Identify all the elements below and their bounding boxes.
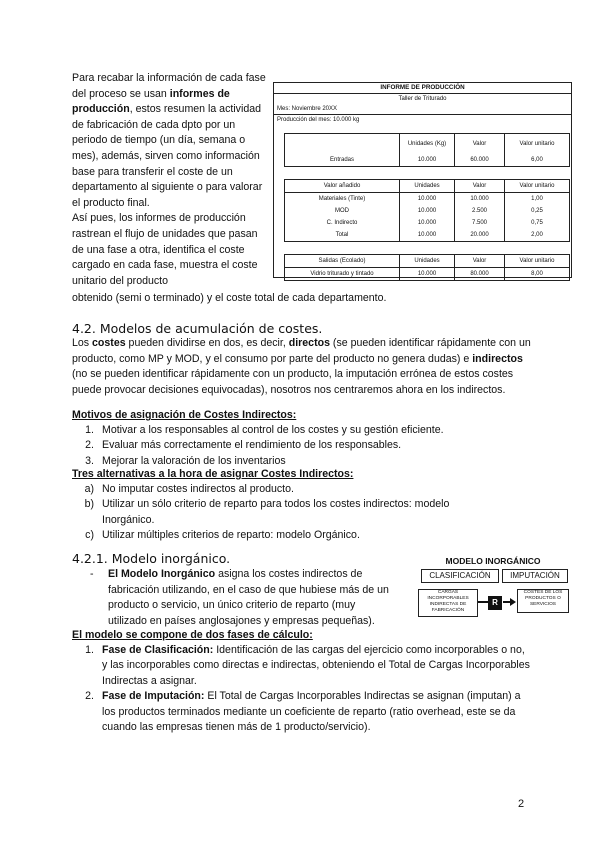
table-cell: 0,75 bbox=[505, 217, 570, 229]
table-cell: C. Indirecto bbox=[285, 217, 400, 229]
table-row bbox=[285, 180, 570, 193]
report-subtitle: Taller de Triturado bbox=[398, 96, 447, 102]
diagram-title: MODELO INORGÁNICO bbox=[445, 556, 541, 566]
list-text-body: Identificación de las cargas del ejercicio como incorporables o no, y las incorporables como directas e indirectas, obteniendo el Total de Cargas Incorporables Indirectas a asignar. bbox=[102, 644, 530, 687]
table-cell: 8,00 bbox=[505, 268, 570, 281]
table-cell: Materiales (Tinte) bbox=[285, 193, 400, 206]
paragraph-text: asigna los costes indirectos de fabricación utilizando, en el caso de que hubiese más de un producto o servicio, un único criterio de reparto (muy utilizado en países anglosajones y empresas pequeñas). bbox=[108, 568, 389, 627]
table-cell: Valor añadido bbox=[285, 180, 400, 193]
table-cell: MOD bbox=[285, 205, 400, 217]
list-text bbox=[102, 689, 532, 735]
list-marker: - bbox=[90, 568, 94, 580]
table-cell: Valor bbox=[455, 255, 505, 268]
table-cell: 6,00 bbox=[505, 154, 570, 167]
list-text: Evaluar más correctamente el rendimiento de los responsables. bbox=[102, 439, 402, 452]
table-cell: Valor unitario bbox=[505, 180, 570, 193]
list-text bbox=[108, 567, 390, 629]
modelo-inorganico-diagram bbox=[418, 556, 568, 628]
section-heading-4-2: 4.2. Modelos de acumulación de costes. bbox=[72, 321, 323, 336]
table-cell: Valor unitario bbox=[505, 255, 570, 268]
table-cell: Valor bbox=[455, 180, 505, 193]
table-cell bbox=[285, 134, 400, 155]
table-cell: Valor bbox=[455, 134, 505, 155]
alternativas-list bbox=[72, 482, 492, 544]
table-cell: Unidades bbox=[400, 255, 455, 268]
table-row bbox=[285, 154, 570, 167]
intro-text: , estos resumen la actividad de fabricación de cada dpto por un periodo de tiempo (un día, semana o mes), además, sirven como información base para transferir el coste de un departamento al siguiente o para valorar el producto final. bbox=[72, 103, 263, 209]
table-cell: Salidas (Ecolado) bbox=[285, 255, 400, 268]
table-row bbox=[285, 268, 570, 281]
table-cell: 10.000 bbox=[400, 154, 455, 167]
arrow-right-icon bbox=[510, 598, 516, 606]
list-item bbox=[72, 438, 542, 453]
alternativas-heading: Tres alternativas a la hora de asignar Costes Indirectos: bbox=[72, 468, 354, 480]
table-cell: Unidades (Kg) bbox=[400, 134, 455, 155]
table-cell: Vidrio triturado y tintado bbox=[285, 268, 400, 281]
motivos-list bbox=[72, 423, 542, 469]
table-cell: Valor unitario bbox=[505, 134, 570, 155]
report-month: Mes: Noviembre 20XX bbox=[274, 104, 571, 115]
table-cell: 1,00 bbox=[505, 193, 570, 206]
paragraph-text: pueden dividirse en dos, es decir, bbox=[125, 337, 289, 349]
list-text: Mejorar la valoración de los inventarios bbox=[102, 454, 286, 467]
list-item bbox=[72, 528, 492, 543]
table-cell: 0,25 bbox=[505, 205, 570, 217]
paragraph-text: (se pueden identificar rápidamente con un producto, como MP y MOD, y el consumo por parte del producto no genera dudas) e bbox=[72, 337, 531, 365]
intro-paragraph bbox=[72, 71, 266, 289]
table-row bbox=[285, 134, 570, 155]
list-item bbox=[72, 689, 532, 735]
table-row bbox=[285, 205, 570, 217]
table-cell: 10.000 bbox=[400, 193, 455, 206]
diagram-imputacion: IMPUTACIÓN bbox=[502, 569, 568, 583]
list-text-body: El Total de Cargas Incorporables Indirectas se asignan (imputan) a los productos terminados mediante un coeficiente de reparto (ratio overhead, este se da cuando las empresas tienen más de 1 producto/servicio). bbox=[102, 690, 521, 734]
table-cell: 80.000 bbox=[455, 268, 505, 281]
motivos-heading: Motivos de asignación de Costes Indirectos: bbox=[72, 409, 297, 421]
table-cell: 2,00 bbox=[505, 229, 570, 242]
intro-bold: informes de producción bbox=[72, 87, 230, 116]
intro-continuation: obtenido (semi o terminado) y el coste total de cada departamento. bbox=[72, 292, 387, 304]
table-row bbox=[285, 229, 570, 242]
diagram-clasificacion: CLASIFICACIÓN bbox=[421, 569, 499, 583]
list-marker: c) bbox=[85, 529, 94, 542]
table-cell: 10.000 bbox=[400, 217, 455, 229]
intro-text: Para recabar la información de cada fase del proceso se usan bbox=[72, 72, 266, 100]
table-cell: 10.000 bbox=[400, 205, 455, 217]
list-text: Motivar a los responsables al control de los costes y su gestión eficiente. bbox=[102, 424, 444, 436]
fases-heading: El modelo se compone de dos fases de cálculo: bbox=[72, 629, 313, 641]
diagram-right-box: COSTES DE LOS PRODUCTOS O SERVICIOS bbox=[517, 589, 569, 613]
table-cell: 10.000 bbox=[400, 229, 455, 242]
table-cell: 10.000 bbox=[455, 193, 505, 206]
modelo-inorganico-paragraph bbox=[90, 567, 390, 629]
table-cell: 7.500 bbox=[455, 217, 505, 229]
table-cell: Total bbox=[285, 229, 400, 242]
table-row bbox=[285, 193, 570, 206]
paragraph-bold: El Modelo Inorgánico bbox=[108, 568, 216, 580]
list-item bbox=[90, 567, 390, 629]
section-4-2-paragraph bbox=[72, 336, 532, 398]
list-item bbox=[72, 643, 532, 689]
list-marker: b) bbox=[84, 498, 94, 511]
diagram-r-box: R bbox=[488, 596, 502, 610]
table-cell: Entradas bbox=[285, 154, 400, 167]
list-marker: a) bbox=[84, 483, 94, 495]
paragraph-bold: costes bbox=[92, 337, 126, 349]
list-item bbox=[72, 423, 542, 438]
paragraph-bold: indirectos bbox=[472, 352, 523, 365]
paragraph-text: Los bbox=[72, 337, 93, 349]
list-text bbox=[102, 643, 532, 689]
section-heading-4-2-1: 4.2.1. Modelo inorgánico. bbox=[72, 551, 231, 566]
list-text: No imputar costes indirectos al producto. bbox=[102, 483, 294, 495]
paragraph-bold: directos bbox=[288, 337, 330, 349]
report-title: INFORME DE PRODUCCIÓN bbox=[274, 83, 571, 94]
list-marker: 1. bbox=[85, 644, 94, 656]
list-text: Utilizar múltiples criterios de reparto: modelo Orgánico. bbox=[102, 529, 360, 542]
table-cell: Unidades bbox=[400, 180, 455, 193]
diagram-left-box: CARGAS INCORPORABLES INDIRECTAS DE FABRICACIÓN bbox=[418, 589, 478, 617]
table-cell: 10.000 bbox=[400, 268, 455, 281]
list-item bbox=[72, 454, 542, 469]
list-item bbox=[72, 482, 492, 497]
production-report bbox=[273, 82, 572, 278]
intro-text-2: Así pues, los informes de producción rastrean el flujo de unidades que pasan de una fase a otra, identifica el coste cargado en cada fase, muestra el coste unitario del producto bbox=[72, 212, 258, 287]
report-production: Producción del mes: 10.000 kg bbox=[277, 117, 360, 123]
list-marker: 3. bbox=[85, 454, 94, 467]
table-row bbox=[285, 255, 570, 268]
list-bold: Fase de Clasificación: bbox=[102, 644, 214, 656]
list-marker: 1. bbox=[85, 424, 94, 436]
list-marker: 2. bbox=[85, 690, 94, 703]
paragraph-text: (no se pueden identificar rápidamente con un producto, la imputación errónea de estos costes puede provocar decisiones equivocadas), nosotros nos centraremos ahora en los indirectos. bbox=[72, 368, 514, 396]
table-cell: 60.000 bbox=[455, 154, 505, 167]
fases-list bbox=[72, 643, 532, 735]
table-cell: 20.000 bbox=[455, 229, 505, 242]
list-item bbox=[72, 497, 492, 528]
page-number: 2 bbox=[518, 798, 525, 810]
report-table bbox=[284, 133, 569, 281]
list-bold: Fase de Imputación: bbox=[102, 690, 205, 703]
list-text: Utilizar un sólo criterio de reparto para todos los costes indirectos: modelo Inorgánico. bbox=[102, 498, 450, 526]
list-marker: 2. bbox=[85, 439, 94, 452]
table-cell: 2.500 bbox=[455, 205, 505, 217]
table-row bbox=[285, 217, 570, 229]
